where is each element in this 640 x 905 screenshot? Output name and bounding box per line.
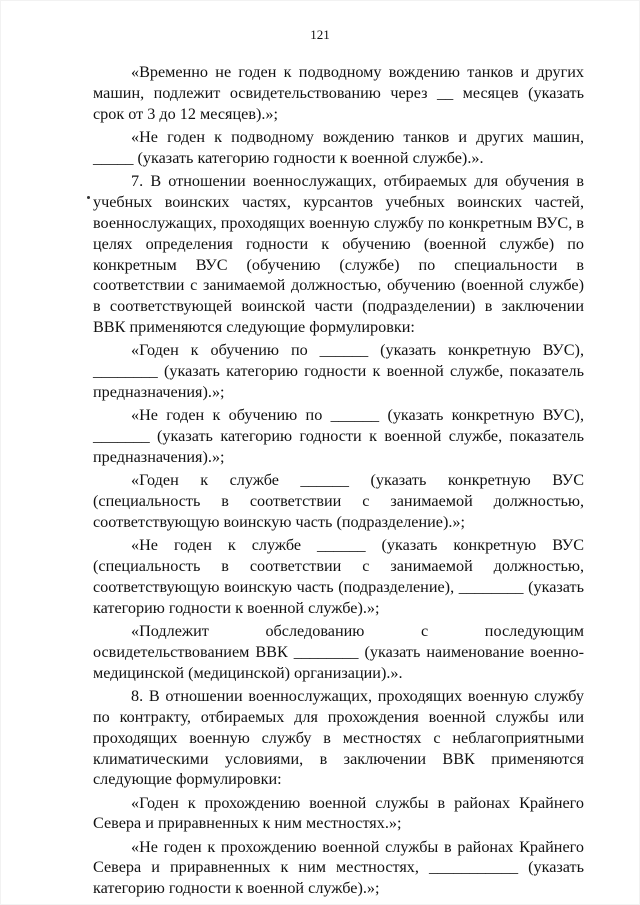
paragraph: «Годен к службе ______ (указать конкретную ВУС (специальность в соответствии с занимаемой должностью, соответствующую воинскую часть (подразделение).»;: [93, 471, 584, 531]
paragraph: 8. В отношении военнослужащих, проходящих военную службу по контракту, отбираемых для прохождения военной службы или проходящих военную службу в местностях с неблагоприятными климатическими условиями, в заключении ВВК применяются следующие формулировки:: [93, 686, 584, 789]
paragraph: 7. В отношении военнослужащих, отбираемых для обучения в учебных воинских частях, курсантов учебных воинских частей, военнослужащих, проходящих военную службу по конкретным ВУС, в целях определения годности к обучению (военной службе) по конкретным ВУС (обучению (службе) по специальности в соответствии с занимаемой должностью, обучению (военной службе) в соответствующей воинской части (подразделении) в заключении ВВК применяются следующие формулировки:: [93, 171, 584, 337]
paragraph: «Не годен к обучению по ______ (указать конкретную ВУС), _______ (указать категорию годности к военной службе, показатель предназначения).»;: [93, 406, 584, 467]
paragraph: «Не годен к подводному вождению танков и других машин, _____ (указать категорию годности к военной службе).».: [93, 127, 584, 167]
paragraph: «Годен к прохождению военной службы в районах Крайнего Севера и приравненных к ним местностях.»;: [93, 793, 584, 833]
scan-speck: [87, 196, 90, 199]
paragraph: «Подлежит обследованию с последующим освидетельствованием ВВК ________ (указать наименование военно-медицинской (медицинской) организации).».: [93, 621, 584, 682]
page-number: 121: [310, 27, 330, 42]
paragraph: «Не годен к службе ______ (указать конкретную ВУС (специальность в соответствии с занимаемой должностью, соответствующую воинскую часть (подразделение), ________ (указать категорию годности к военной службе).»;: [93, 536, 584, 617]
paragraph: «Временно не годен к подводному вождению танков и других машин, подлежит освидетельствованию через __ месяцев (указать срок от 3 до 12 месяцев).»;: [93, 63, 584, 123]
document-body: [93, 62, 584, 901]
paragraph: «Годен к обучению по ______ (указать конкретную ВУС), ________ (указать категорию годности к военной службе, показатель предназначения).»;: [93, 341, 584, 402]
paragraph: «Не годен к прохождению военной службы в районах Крайнего Севера и приравненных к ним местностях, ___________ (указать категорию годности к военной службе).»;: [93, 837, 584, 898]
